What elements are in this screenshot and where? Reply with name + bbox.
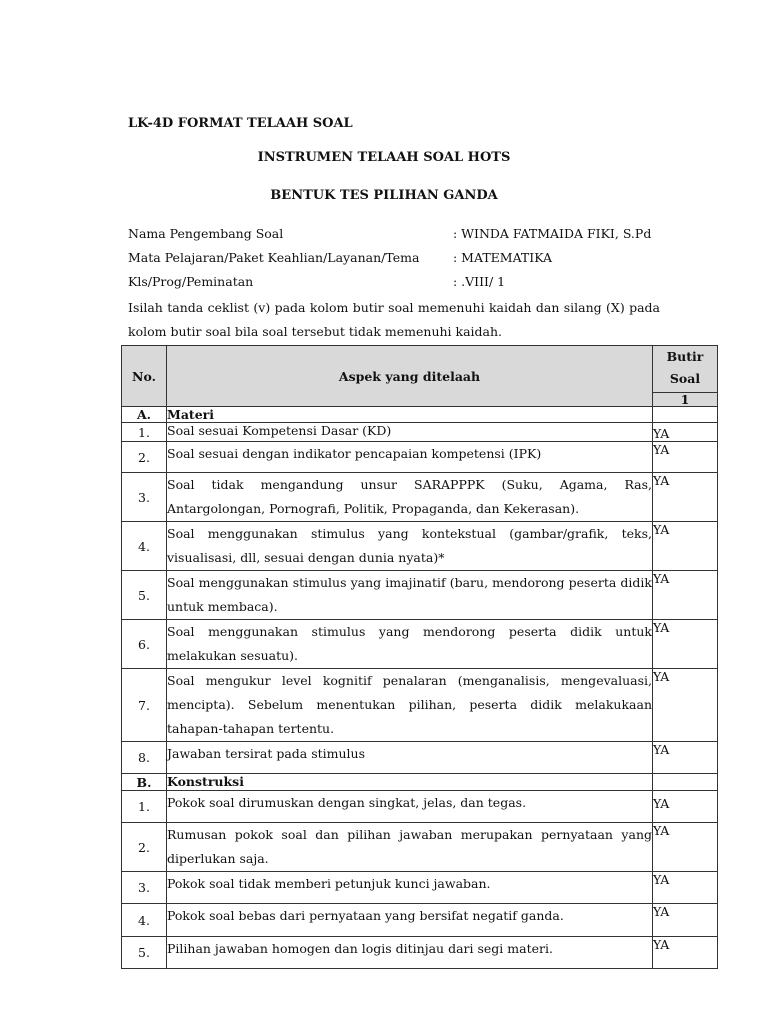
header-no: No. xyxy=(122,346,167,407)
table-row xyxy=(122,473,718,522)
row-number: 6. xyxy=(122,620,167,669)
row-number: 7. xyxy=(122,669,167,742)
row-answer: YA xyxy=(653,571,718,620)
row-aspect: Soal menggunakan stimulus yang mendorong peserta didik untuk melakukan sesuatu). xyxy=(167,620,653,669)
row-aspect: Pokok soal bebas dari pernyataan yang bersifat negatif ganda. xyxy=(167,904,653,937)
row-aspect: Soal sesuai Kompetensi Dasar (KD) xyxy=(167,423,653,442)
row-answer: YA xyxy=(653,791,718,823)
section-row-konstruksi xyxy=(122,774,718,791)
row-number: 2. xyxy=(122,442,167,473)
table-row xyxy=(122,904,718,937)
row-aspect: Pokok soal dirumuskan dengan singkat, jelas, dan tegas. xyxy=(167,791,653,823)
table-row xyxy=(122,571,718,620)
table-row xyxy=(122,937,718,969)
meta-label: Kls/Prog/Peminatan xyxy=(128,274,254,289)
table-row xyxy=(122,872,718,904)
table-row xyxy=(122,791,718,823)
row-aspect: Soal menggunakan stimulus yang kontekstual (gambar/grafik, teks, visualisasi, dll, sesuai dengan dunia nyata)* xyxy=(167,522,653,571)
table-row xyxy=(122,669,718,742)
row-aspect: Soal sesuai dengan indikator pencapaian kompetensi (IPK) xyxy=(167,442,653,473)
row-number: 1. xyxy=(122,791,167,823)
row-number: 4. xyxy=(122,904,167,937)
document-code-title: LK-4D FORMAT TELAAH SOAL xyxy=(128,116,353,131)
section-letter: A. xyxy=(122,407,167,423)
table-row xyxy=(122,442,718,473)
row-answer: YA xyxy=(653,423,718,442)
table-row xyxy=(122,423,718,442)
row-number: 5. xyxy=(122,571,167,620)
meta-value: : WINDA FATMAIDA FIKI, S.Pd xyxy=(453,226,652,241)
section-row-materi xyxy=(122,407,718,423)
row-answer: YA xyxy=(653,442,718,473)
table-row xyxy=(122,742,718,774)
row-number: 2. xyxy=(122,823,167,872)
header-aspek: Aspek yang ditelaah xyxy=(167,346,653,407)
row-answer: YA xyxy=(653,669,718,742)
section-answer-cell xyxy=(653,774,718,791)
row-aspect: Soal mengukur level kognitif penalaran (menganalisis, mengevaluasi, mencipta). Sebelum menentukan pilihan, peserta didik melakukaan tahapan-tahapan tertentu. xyxy=(167,669,653,742)
table-header-row xyxy=(122,346,718,393)
instruction-text: Isilah tanda ceklist (v) pada kolom butir soal memenuhi kaidah dan silang (X) pada kolom butir soal bila soal tersebut tidak memenuhi kaidah. xyxy=(128,300,660,339)
row-number: 1. xyxy=(122,423,167,442)
meta-label: Nama Pengembang Soal xyxy=(128,226,284,241)
row-answer: YA xyxy=(653,823,718,872)
row-aspect: Rumusan pokok soal dan pilihan jawaban merupakan pernyataan yang diperlukan saja. xyxy=(167,823,653,872)
row-number: 3. xyxy=(122,473,167,522)
header-butir: Butir Soal xyxy=(653,346,718,393)
row-aspect: Pokok soal tidak memberi petunjuk kunci jawaban. xyxy=(167,872,653,904)
review-table xyxy=(121,345,718,969)
meta-value: : .VIII/ 1 xyxy=(453,274,506,289)
row-answer: YA xyxy=(653,904,718,937)
row-answer: YA xyxy=(653,522,718,571)
section-name: Konstruksi xyxy=(167,774,653,791)
row-answer: YA xyxy=(653,742,718,774)
row-number: 4. xyxy=(122,522,167,571)
row-aspect: Pilihan jawaban homogen dan logis ditinjau dari segi materi. xyxy=(167,937,653,969)
row-number: 3. xyxy=(122,872,167,904)
row-aspect: Soal menggunakan stimulus yang imajinatif (baru, mendorong peserta didik untuk membaca). xyxy=(167,571,653,620)
table-row xyxy=(122,823,718,872)
section-name: Materi xyxy=(167,407,653,423)
row-answer: YA xyxy=(653,872,718,904)
header-butir-number: 1 xyxy=(653,393,718,407)
row-number: 8. xyxy=(122,742,167,774)
table-row xyxy=(122,620,718,669)
meta-value: : MATEMATIKA xyxy=(453,250,553,265)
row-aspect: Soal tidak mengandung unsur SARAPPPK (Suku, Agama, Ras, Antargolongan, Pornografi, Politik, Propaganda, dan Kekerasan). xyxy=(167,473,653,522)
section-answer-cell xyxy=(653,407,718,423)
document-subtitle: BENTUK TES PILIHAN GANDA xyxy=(270,188,498,203)
document-title: INSTRUMEN TELAAH SOAL HOTS xyxy=(257,150,511,165)
row-answer: YA xyxy=(653,620,718,669)
section-letter: B. xyxy=(122,774,167,791)
row-number: 5. xyxy=(122,937,167,969)
row-answer: YA xyxy=(653,473,718,522)
row-aspect: Jawaban tersirat pada stimulus xyxy=(167,742,653,774)
meta-label: Mata Pelajaran/Paket Keahlian/Layanan/Tema xyxy=(128,250,420,265)
table-row xyxy=(122,522,718,571)
row-answer: YA xyxy=(653,937,718,969)
